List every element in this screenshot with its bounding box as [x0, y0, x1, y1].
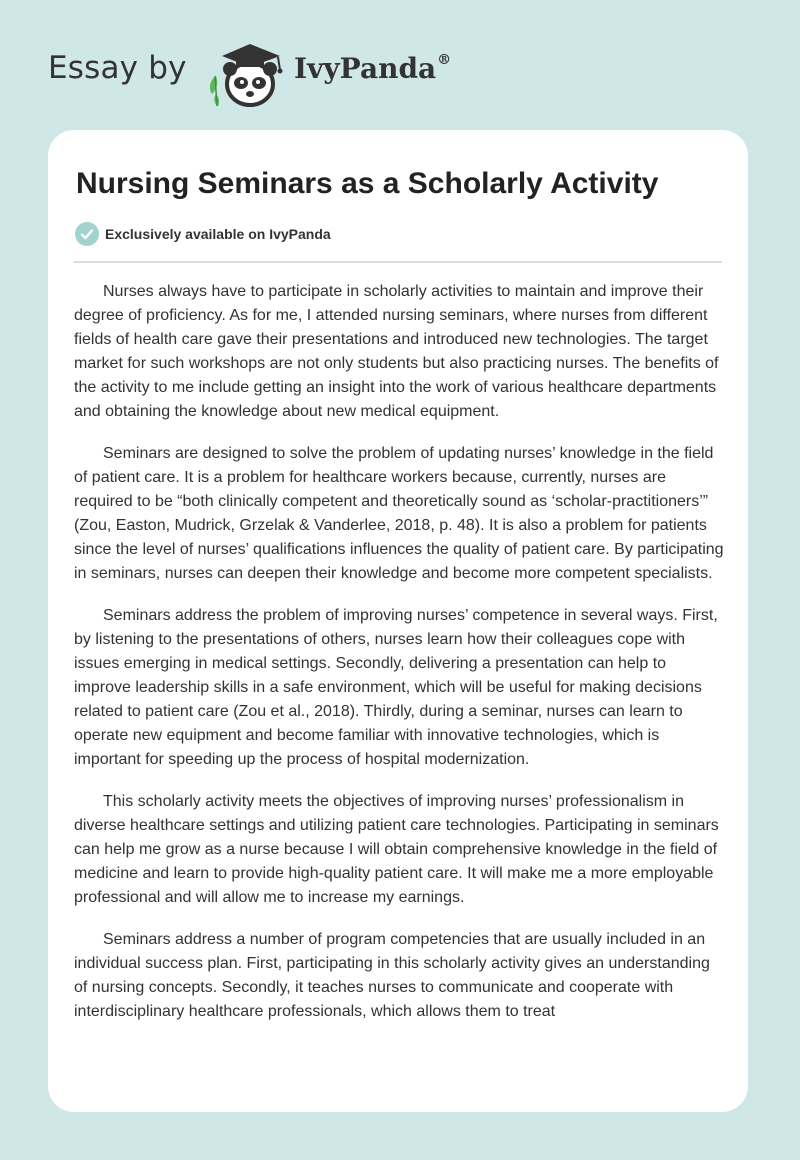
paragraph: Seminars address a number of program competencies that are usually included in an individual success plan. First, participating in this scholarly activity gives an understanding of nursing concepts. Secondly, it teaches nurses to communicate and cooperate with interdisciplinary healthcare professionals, which allows them to treat	[74, 931, 710, 1020]
ivy-leaf-icon	[210, 76, 219, 106]
registered-mark: ®	[437, 52, 452, 68]
brand-text: IvyPanda	[294, 52, 437, 85]
exclusive-badge-label: Exclusively available on IvyPanda	[105, 226, 331, 242]
exclusive-badge	[75, 222, 331, 246]
divider	[74, 261, 722, 263]
ivypanda-logo-icon[interactable]	[200, 36, 292, 110]
paragraph: Seminars address the problem of improving nurses’ competence in several ways. First, by listening to the presentations of others, nurses learn how their colleagues cope with issues emerging in medical settings. Secondly, delivering a presentation can help to improve leadership skills in a safe environment, which will be useful for making decisions related to patient care (Zou et al., 2018). Thirdly, during a seminar, nurses can learn to operate new equipment and become familiar with innovative technologies, which is important for speeding up the process of hospital modernization.	[74, 607, 718, 768]
essay-card	[48, 130, 748, 1112]
paragraph: Nurses always have to participate in scholarly activities to maintain and improve their degree of proficiency. As for me, I attended nursing seminars, where nurses from different fields of health care gave their presentations and introduced new technologies. The target market for such workshops are not only students but also practicing nurses. The benefits of the activity to me include getting an insight into the work of various healthcare departments and obtaining the knowledge about new medical equipment.	[74, 283, 719, 420]
site-header	[0, 0, 800, 130]
essay-body	[74, 280, 724, 1042]
essay-by-label: Essay by	[48, 50, 187, 86]
paragraph: This scholarly activity meets the objectives of improving nurses’ professionalism in diverse healthcare settings and utilizing patient care technologies. Participating in seminars can help me grow as a nurse because I will obtain comprehensive knowledge in the field of medicine and learn to provide high-quality patient care. It will make me a more employable professional and will allow me to increase my earnings.	[74, 793, 719, 906]
paragraph: Seminars are designed to solve the problem of updating nurses’ knowledge in the field of patient care. It is a problem for healthcare workers because, currently, nurses are required to be “both clinically competent and theoretically sound as ‘scholar-practitioners’” (Zou, Easton, Mudrick, Grzelak & Vanderlee, 2018, p. 48). It is also a problem for patients since the level of nurses’ qualifications influences the quality of patient care. By participating in seminars, nurses can deepen their knowledge and become more competent specialists.	[74, 445, 724, 582]
brand-name[interactable]	[294, 52, 451, 85]
essay-title: Nursing Seminars as a Scholarly Activity	[76, 167, 659, 200]
checkmark-icon	[75, 222, 99, 246]
